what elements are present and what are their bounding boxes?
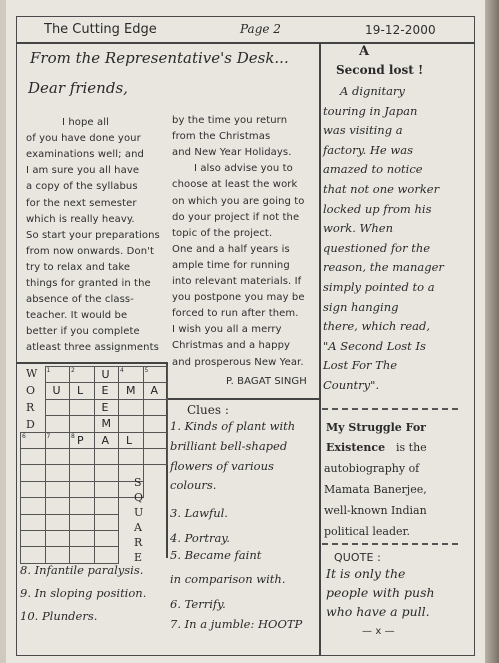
grid-cell[interactable] — [69, 464, 95, 481]
grid-cell[interactable] — [69, 448, 95, 465]
grid-letter: P — [77, 433, 84, 447]
grid-cell[interactable] — [45, 546, 71, 563]
grid-number: 6 — [22, 432, 26, 440]
grid-cell[interactable] — [20, 464, 46, 481]
puzzle-top-rule — [16, 362, 166, 364]
book-line: Mamata Banerjee, — [324, 483, 427, 496]
story-line: there, which read, — [323, 319, 431, 334]
letter-line: I wish you all a merry — [172, 324, 282, 336]
letter-line: One and a half years is — [172, 243, 290, 255]
word-label-letter: O — [26, 384, 36, 397]
letter-line: which is really heavy. — [26, 213, 135, 225]
book-line: autobiography of — [324, 462, 420, 475]
grid-cell[interactable] — [69, 415, 95, 432]
clue-line: 10. Plunders. — [20, 609, 98, 623]
page-number: Page 2 — [240, 22, 281, 36]
letter-line: on which you are going to — [172, 195, 305, 207]
letter-line: from the Christmas — [172, 131, 271, 143]
story-line: sign hanging — [323, 299, 399, 314]
issue-date: 19-12-2000 — [365, 23, 436, 37]
book-title-line1: My Struggle For — [326, 421, 426, 434]
quote-line: It is only the — [326, 566, 406, 581]
clue-line: brilliant bell-shaped — [170, 439, 288, 453]
grid-cell[interactable] — [94, 448, 120, 465]
grid-cell[interactable] — [94, 481, 120, 498]
grid-cell[interactable] — [69, 546, 95, 563]
letter-line: ample time for running — [172, 259, 290, 271]
square-label-letter: E — [134, 551, 143, 564]
letter-line: of you have done your — [26, 133, 141, 145]
letter-line: from now onwards. Don't — [26, 245, 155, 257]
clue-line: 4. Portray. — [170, 531, 230, 545]
clue-line: 6. Terrify. — [170, 597, 226, 611]
header-rule — [16, 42, 475, 44]
letter-greeting: Dear friends, — [28, 79, 128, 97]
clue-line: 8. Infantile paralysis. — [20, 563, 144, 577]
square-label-letter: R — [134, 536, 143, 549]
grid-cell[interactable] — [143, 399, 169, 416]
clue-line: 7. In a jumble: HOOTP — [170, 617, 303, 631]
page-spine — [0, 0, 6, 663]
grid-cell[interactable] — [20, 514, 46, 531]
word-label-letter: W — [26, 367, 38, 380]
grid-cell[interactable] — [94, 530, 120, 547]
clue-line: 5. Became faint — [170, 548, 262, 562]
letter-line: choose at least the work — [172, 179, 298, 191]
grid-letter: M — [101, 417, 111, 431]
grid-letter: E — [101, 384, 109, 398]
grid-cell[interactable] — [45, 464, 71, 481]
letter-line: things for granted in the — [26, 278, 151, 289]
grid-letter: L — [77, 384, 84, 398]
grid-number: 2 — [71, 367, 75, 374]
letter-line: So start your preparations — [26, 229, 160, 241]
letter-line: atleast three assignments — [26, 342, 159, 354]
square-label-letter: Q — [134, 491, 144, 504]
quote-end-mark: — x — — [362, 626, 395, 637]
quote-line: people with push — [326, 585, 435, 600]
letter-line: examinations well; and — [26, 149, 145, 161]
grid-cell[interactable] — [45, 497, 71, 514]
clue-line: 1. Kinds of plant with — [170, 419, 296, 433]
grid-number: 8 — [71, 432, 75, 440]
grid-cell[interactable] — [45, 415, 71, 432]
grid-cell[interactable] — [45, 448, 71, 465]
story-title: Second lost ! — [336, 63, 424, 77]
clue-line: colours. — [170, 478, 217, 492]
grid-cell[interactable] — [69, 481, 95, 498]
clue-line: in comparison with. — [170, 572, 286, 586]
letter-line: for the next semester — [26, 197, 137, 209]
clue-line: 9. In sloping position. — [20, 586, 147, 600]
quote-label: QUOTE : — [334, 551, 381, 564]
newsletter-title: The Cutting Edge — [44, 22, 157, 37]
grid-cell[interactable] — [94, 497, 120, 514]
clue-line: flowers of various — [170, 459, 274, 473]
letter-line: I hope all — [62, 117, 109, 128]
grid-letter: M — [126, 384, 136, 398]
grid-cell[interactable] — [143, 415, 169, 432]
grid-cell[interactable] — [143, 432, 169, 449]
clue-line: 3. Lawful. — [170, 506, 228, 520]
grid-number: 5 — [144, 367, 149, 374]
grid-cell[interactable] — [118, 448, 144, 465]
letter-line: Christmas and a happy — [172, 340, 291, 352]
story-line: touring in Japan — [323, 103, 418, 118]
letter-line: by the time you return — [172, 115, 288, 126]
letter-line: I also advise you to — [194, 163, 293, 175]
grid-cell[interactable] — [20, 546, 46, 563]
grid-letter: U — [101, 368, 110, 381]
grid-cell[interactable] — [118, 415, 144, 432]
book-line: well-known Indian — [324, 504, 427, 517]
story-line: Lost For The — [323, 358, 398, 373]
section-divider-2 — [322, 543, 458, 545]
letter-line: try to relax and take — [26, 261, 131, 273]
grid-cell[interactable] — [20, 497, 46, 514]
letter-line: teacher. It would be — [26, 310, 128, 322]
grid-cell[interactable] — [69, 514, 95, 531]
letter-line: you postpone you may be — [172, 292, 305, 304]
square-label-letter: A — [134, 521, 142, 534]
grid-letter: E — [101, 400, 109, 414]
grid-cell[interactable] — [45, 399, 71, 416]
letter-line: a copy of the syllabus — [26, 181, 138, 193]
story-line: work. When — [323, 221, 393, 236]
story-line: factory. He was — [323, 142, 413, 157]
page-shadow — [485, 0, 499, 663]
story-line: reason, the manager — [323, 260, 444, 275]
grid-letter: A — [150, 384, 159, 398]
grid-cell[interactable] — [45, 530, 71, 547]
grid-letter: A — [101, 433, 110, 447]
grid-cell[interactable] — [94, 546, 120, 563]
story-line: questioned for the — [323, 240, 431, 255]
letter-signature: P. BAGAT SINGH — [226, 376, 307, 387]
story-line: that not one worker — [323, 182, 440, 196]
grid-cell[interactable] — [143, 448, 169, 465]
square-label-letter: S — [134, 476, 142, 489]
story-title-a: A — [359, 44, 370, 59]
letter-line: and New Year Holidays. — [172, 147, 292, 159]
grid-cell[interactable] — [45, 514, 71, 531]
letter-line: better if you complete — [26, 326, 140, 338]
grid-letter: L — [126, 433, 133, 447]
grid-number: 4 — [120, 367, 124, 374]
letter-line: into relevant materials. If — [172, 276, 302, 287]
letter-heading: From the Representative's Desk... — [30, 49, 289, 67]
story-line: locked up from his — [323, 201, 432, 216]
grid-number: 1 — [46, 367, 51, 374]
clues-heading: Clues : — [187, 403, 229, 417]
letter-line: topic of the project. — [172, 227, 273, 239]
grid-cell[interactable] — [118, 399, 144, 416]
square-label-letter: U — [134, 506, 144, 519]
letter-line: forced to run after them. — [172, 308, 299, 320]
story-line: Country". — [323, 378, 380, 392]
letter-line: absence of the class- — [26, 294, 134, 306]
grid-cell[interactable] — [20, 530, 46, 547]
quote-line: who have a pull. — [326, 604, 430, 619]
letter-line: do your project if not the — [172, 211, 300, 223]
grid-cell[interactable] — [69, 399, 95, 416]
grid-cell[interactable] — [94, 464, 120, 481]
book-title-line2: Existence — [326, 441, 386, 454]
grid-cell[interactable] — [20, 448, 46, 465]
story-line: amazed to notice — [323, 162, 423, 177]
grid-cell[interactable] — [20, 481, 46, 498]
book-line: is the — [396, 441, 427, 454]
grid-cell[interactable] — [94, 514, 120, 531]
story-line: A dignitary — [340, 84, 405, 98]
book-line: political leader. — [324, 525, 411, 538]
letter-line: and prosperous New Year. — [172, 356, 304, 368]
story-line: simply pointed to a — [323, 280, 435, 294]
word-label-letter: R — [26, 401, 35, 414]
story-line: "A Second Lost Is — [323, 338, 426, 353]
word-label-letter: D — [26, 418, 35, 431]
grid-cell[interactable] — [45, 481, 71, 498]
grid-letter: U — [52, 384, 61, 398]
section-divider-1 — [322, 408, 458, 410]
grid-cell[interactable] — [69, 530, 95, 547]
column-divider — [319, 42, 321, 656]
letter-line: I am sure you all have — [26, 165, 140, 177]
story-line: was visiting a — [323, 123, 403, 138]
clues-top-rule — [166, 398, 319, 400]
grid-number: 7 — [46, 432, 51, 440]
grid-cell[interactable] — [69, 497, 95, 514]
